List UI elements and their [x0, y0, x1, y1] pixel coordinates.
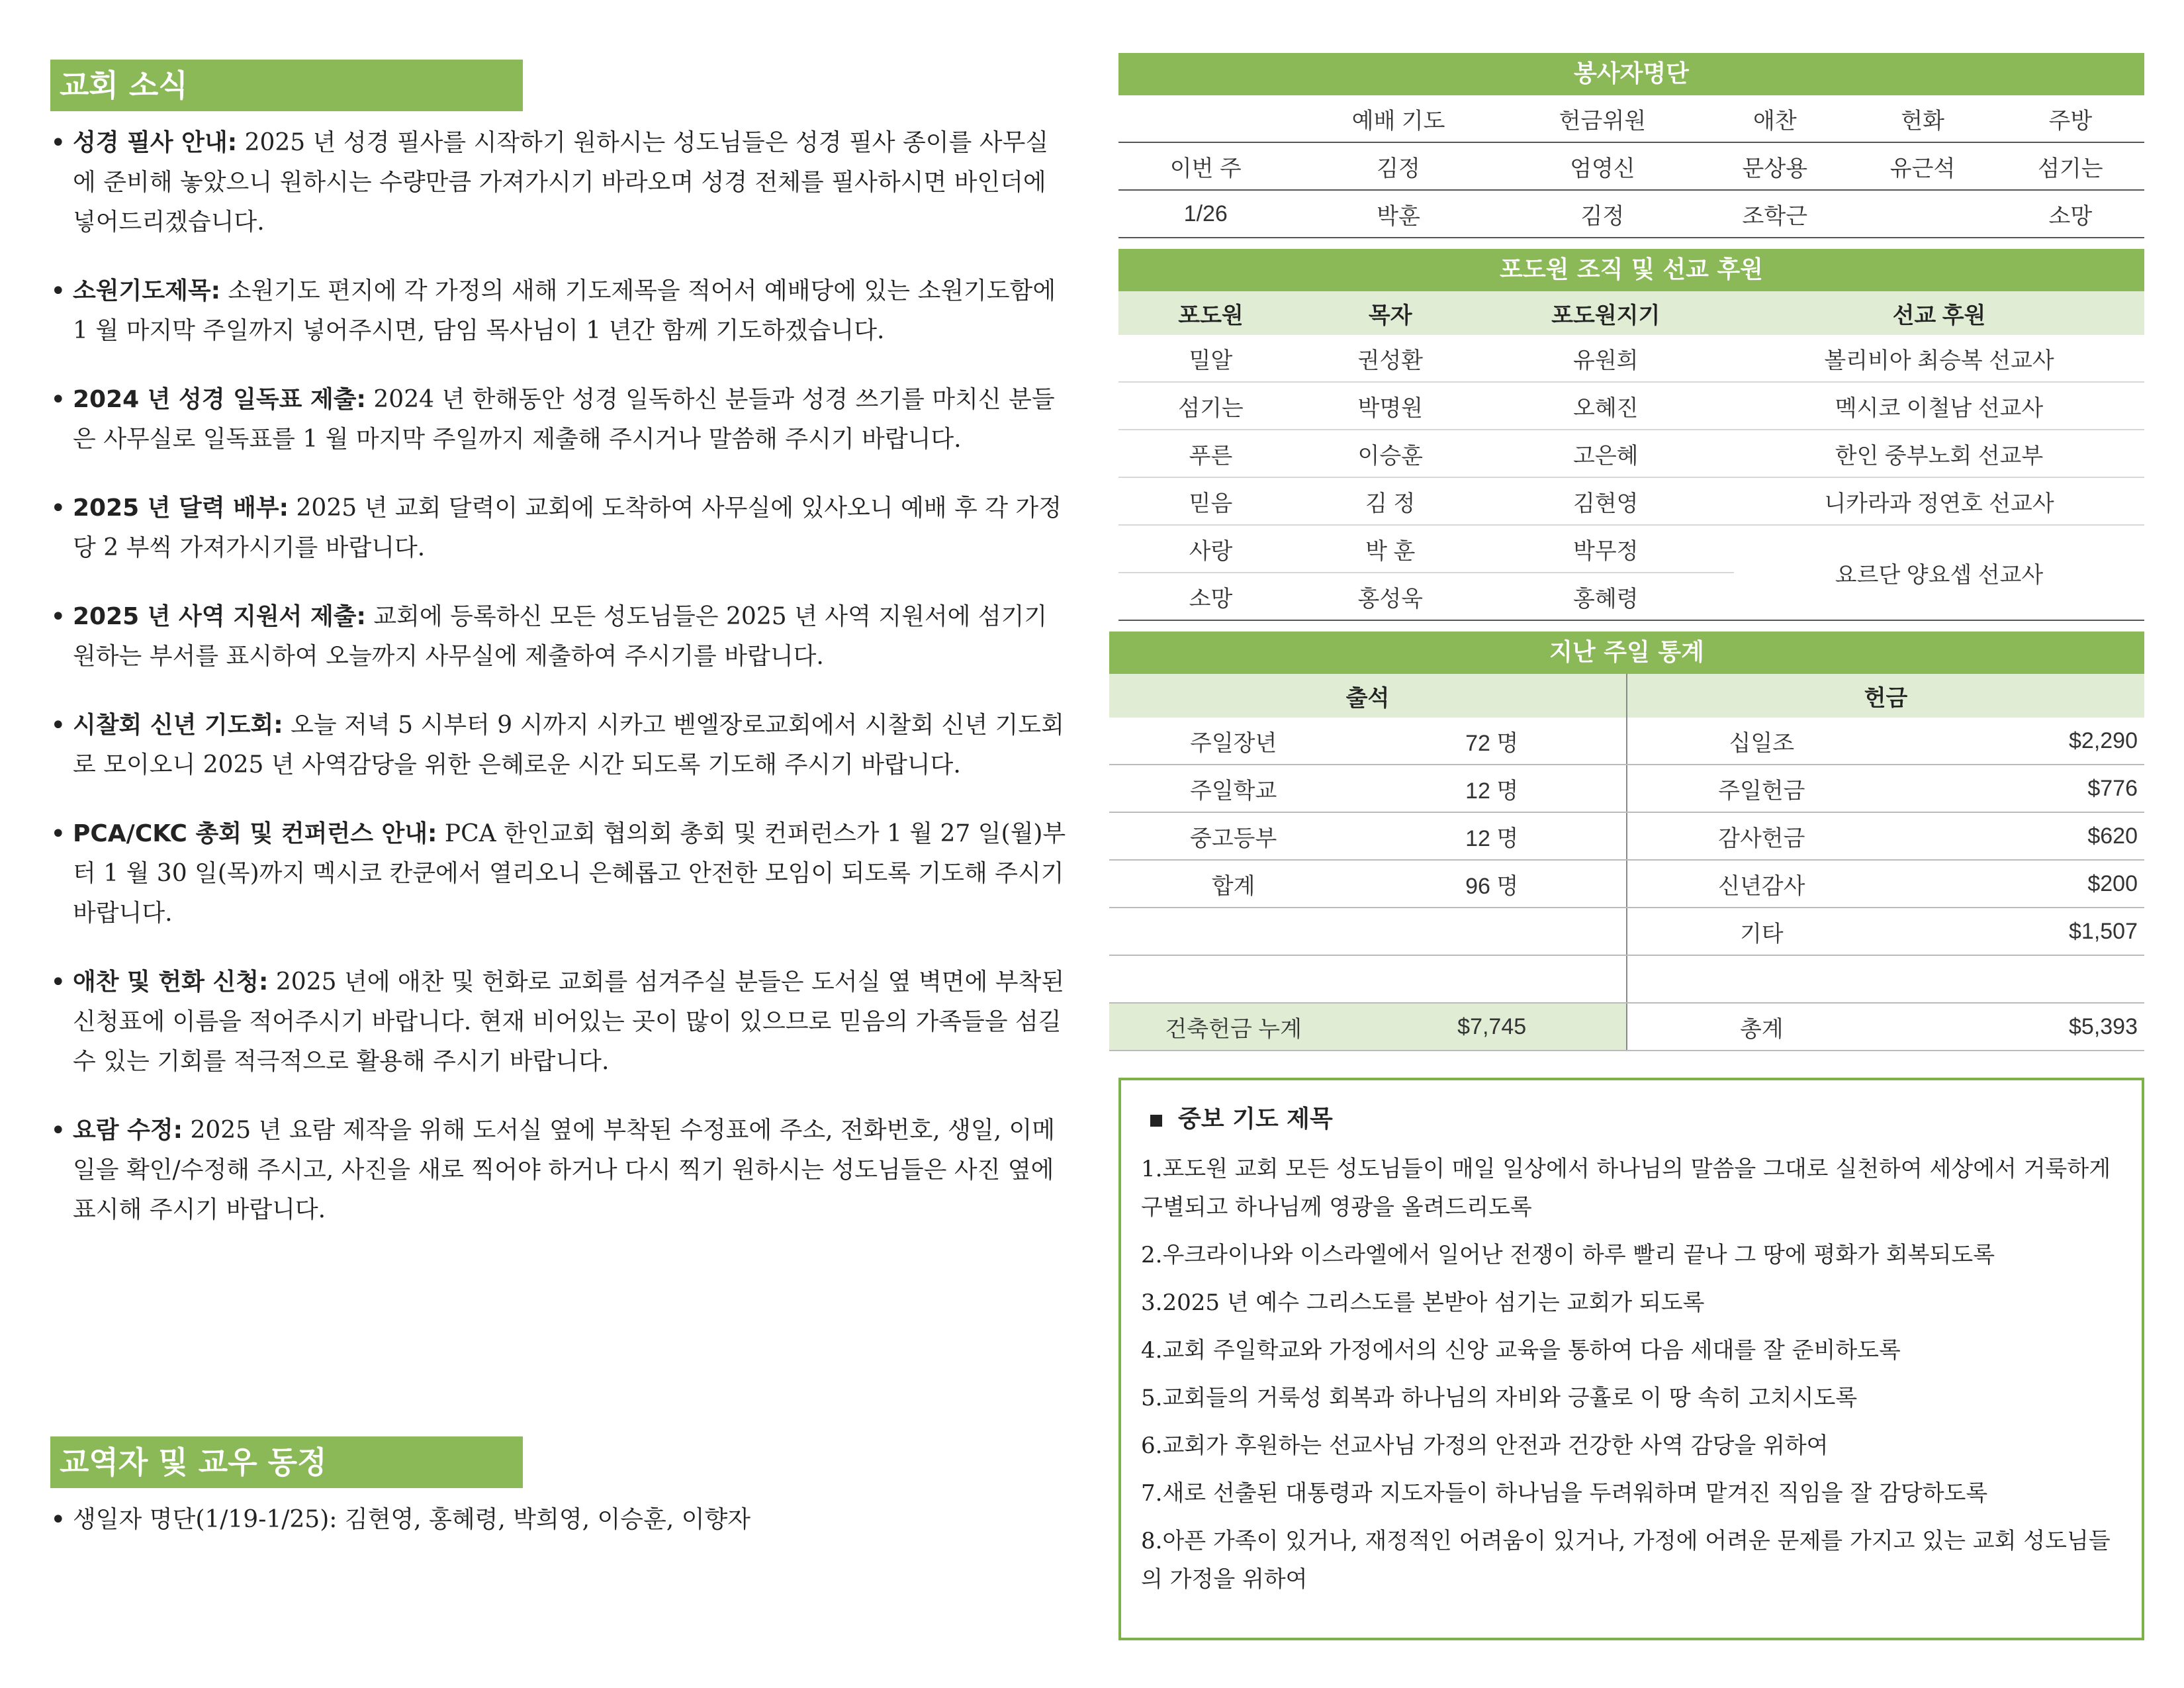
prayer-item: 2.우크라이나와 이스라엘에서 일어난 전쟁이 하루 빨리 끝나 그 땅에 평화가 회복되도록 [1141, 1242, 1995, 1268]
news-item-title: 시찰회 신년 기도회: [73, 712, 283, 739]
table-cell [1357, 908, 1627, 955]
table-cell: 권성환 [1303, 335, 1478, 382]
news-item-title: 요람 수정: [73, 1117, 183, 1144]
news-item [50, 489, 1069, 568]
volunteers-title: 봉사자명단 [1118, 53, 2144, 95]
prayer-item: 7.새로 선출된 대통령과 지도자들이 하나님을 두려워하며 맡겨진 직임을 잘 감당하도록 [1141, 1480, 1988, 1507]
table-cell: 소망 [1118, 573, 1303, 620]
table-cell: 섬기는 [1997, 142, 2144, 190]
news-item-body: 2025 년 요람 제작을 위해 도서실 옆에 부착된 수정표에 주소, 전화번호, 생일, 이메일을 확인/수정해 주시고, 사진을 새로 찍어야 하거나 다시 찍기 원하시는 성도님들은 사진 옆에 표시해 주시기 바랍니다. [73, 1117, 1056, 1223]
vineyard-table [1118, 291, 2144, 621]
news-item [50, 380, 1069, 459]
table-header-row [1118, 95, 2144, 142]
table-row [1118, 335, 2144, 382]
news-item-title: 2025 년 사역 지원서 제출: [73, 603, 366, 630]
table-cell: 섬기는 [1118, 382, 1303, 430]
prayer-item: 5.교회들의 거룩성 회복과 하나님의 자비와 긍휼로 이 땅 속히 고치시도록 [1141, 1385, 1858, 1411]
table-cell [1109, 908, 1357, 955]
table-cell [1627, 955, 1896, 1003]
birthday-list: • 생일자 명단(1/19-1/25): 김현영, 홍혜령, 박희영, 이승훈, 이향자 [50, 1501, 1069, 1538]
table-cell: 십일조 [1627, 718, 1896, 765]
table-cell [1896, 955, 2144, 1003]
news-item [50, 271, 1069, 351]
table-cell: 멕시코 이철남 선교사 [1734, 382, 2144, 430]
vineyard-title: 포도원 조직 및 선교 후원 [1118, 249, 2144, 291]
table-header: 애찬 [1701, 95, 1848, 142]
table-row [1109, 718, 2144, 765]
news-item-title: 2024 년 성경 일독표 제출: [73, 386, 366, 413]
table-header: 목자 [1303, 291, 1478, 335]
table-cell: $200 [1896, 860, 2144, 908]
table-cell [1357, 955, 1627, 1003]
table-cell: 고은혜 [1478, 430, 1735, 477]
table-cell: $776 [1896, 765, 2144, 812]
table-cell: $7,745 [1357, 1003, 1627, 1051]
church-news-list [50, 123, 1069, 1230]
stats-title: 지난 주일 통계 [1109, 632, 2144, 674]
news-item-title: 성경 필사 안내: [73, 129, 238, 156]
table-row [1109, 765, 2144, 812]
news-item-body: PCA 한인교회 협의회 총회 및 컨퍼런스가 1 월 27 일(월)부터 1 월 30 일(목)까지 멕시코 칸쿤에서 열리오니 은혜롭고 안전한 모임이 되도록 기도해 주시기 바랍니다. [73, 820, 1066, 927]
table-cell: 밀알 [1118, 335, 1303, 382]
table-cell: 요르단 양요셉 선교사 [1734, 525, 2144, 620]
table-cell: 72 명 [1357, 718, 1627, 765]
table-cell: 볼리비아 최승복 선교사 [1734, 335, 2144, 382]
table-row [1118, 190, 2144, 238]
table-cell: 엄영신 [1504, 142, 1702, 190]
table-header: 포도원지기 [1478, 291, 1735, 335]
table-cell: 이번 주 [1118, 142, 1293, 190]
right-column [1118, 53, 2144, 1051]
table-row [1118, 382, 2144, 430]
prayer-title-text: 중보 기도 제목 [1178, 1105, 1333, 1133]
news-item-body: 2025 년에 애찬 및 헌화로 교회를 섬겨주실 분들은 도서실 옆 벽면에 부착된 신청표에 이름을 적어주시기 바랍니다. 현재 비어있는 곳이 많이 있으므로 믿음의 가족들을 섬길 수 있는 기회를 적극적으로 활용해 주시기 바랍니다. [73, 968, 1065, 1075]
table-row [1109, 955, 2144, 1003]
table-header-row [1109, 674, 2144, 718]
table-row [1118, 525, 2144, 573]
table-header: 선교 후원 [1734, 291, 2144, 335]
table-header: 헌화 [1848, 95, 1996, 142]
table-cell: 홍성욱 [1303, 573, 1478, 620]
table-cell [1848, 190, 1996, 238]
table-cell: 푸른 [1118, 430, 1303, 477]
table-header-row [1118, 291, 2144, 335]
news-item-body: 교회에 등록하신 모든 성도님들은 2025 년 사역 지원서에 섬기기 원하는 부서를 표시하여 오늘까지 사무실에 제출하여 주시기를 바랍니다. [73, 603, 1048, 670]
table-cell: 김정 [1293, 142, 1504, 190]
table-cell: $620 [1896, 812, 2144, 860]
table-row [1109, 812, 2144, 860]
prayer-item: 6.교회가 후원하는 선교사님 가정의 안전과 건강한 사역 감당을 위하여 [1141, 1432, 1829, 1459]
table-cell: 김현영 [1478, 477, 1735, 525]
staff-news-title: 교역자 및 교우 동정 [50, 1436, 523, 1488]
table-cell: 홍혜령 [1478, 573, 1735, 620]
table-cell: 사랑 [1118, 525, 1303, 573]
news-item [50, 962, 1069, 1082]
table-cell: $1,507 [1896, 908, 2144, 955]
table-header: 헌금위원 [1504, 95, 1702, 142]
table-cell: 감사헌금 [1627, 812, 1896, 860]
table-row [1118, 477, 2144, 525]
table-cell: 이승훈 [1303, 430, 1478, 477]
table-cell: 유원희 [1478, 335, 1735, 382]
news-item [50, 1111, 1069, 1230]
news-item-title: 소원기도제목: [73, 277, 221, 305]
news-item [50, 123, 1069, 242]
volunteers-table [1118, 95, 2144, 238]
table-cell: 박훈 [1293, 190, 1504, 238]
table-cell: $5,393 [1896, 1003, 2144, 1051]
news-item [50, 706, 1069, 785]
table-header: 예배 기도 [1293, 95, 1504, 142]
table-row [1118, 430, 2144, 477]
table-cell: 총계 [1627, 1003, 1896, 1051]
church-news-title: 교회 소식 [50, 60, 523, 111]
table-cell: 96 명 [1357, 860, 1627, 908]
vineyard-section [1118, 249, 2144, 621]
church-news-section [50, 60, 1069, 1259]
attendance-header: 출석 [1109, 674, 1627, 718]
table-row [1118, 142, 2144, 190]
prayer-item: 3.2025 년 예수 그리스도를 본받아 섬기는 교회가 되도록 [1141, 1289, 1705, 1316]
table-cell: 중고등부 [1109, 812, 1357, 860]
stats-table [1109, 674, 2144, 1051]
prayer-item: 8.아픈 가족이 있거나, 재정적인 어려움이 있거나, 가정에 어려운 문제를 가지고 있는 교회 성도님들의 가정을 위하여 [1141, 1528, 2111, 1593]
table-cell: 유근석 [1848, 142, 1996, 190]
table-cell: 니카라과 정연호 선교사 [1734, 477, 2144, 525]
news-item-title: PCA/CKC 총회 및 컨퍼런스 안내: [73, 820, 437, 847]
table-cell: 주일학교 [1109, 765, 1357, 812]
table-cell: 김 정 [1303, 477, 1478, 525]
prayer-item: 4.교회 주일학교와 가정에서의 신앙 교육을 통하여 다음 세대를 잘 준비하도록 [1141, 1337, 1901, 1364]
table-cell: 문상용 [1701, 142, 1848, 190]
table-cell: 건축헌금 누계 [1109, 1003, 1357, 1051]
staff-news-section [50, 1436, 1069, 1538]
news-item [50, 814, 1069, 933]
table-cell: 믿음 [1118, 477, 1303, 525]
volunteers-section [1118, 53, 2144, 238]
table-cell: 김정 [1504, 190, 1702, 238]
table-cell: 주일장년 [1109, 718, 1357, 765]
news-item-body: 소원기도 편지에 각 가정의 새해 기도제목을 적어서 예배당에 있는 소원기도함에 1 월 마지막 주일까지 넣어주시면, 담임 목사님이 1 년간 함께 기도하겠습니다. [73, 277, 1056, 344]
table-cell: 12 명 [1357, 812, 1627, 860]
table-cell: 1/26 [1118, 190, 1293, 238]
table-cell: 12 명 [1357, 765, 1627, 812]
prayer-title [1150, 1100, 2122, 1134]
stats-section [1109, 632, 2144, 1051]
table-row [1109, 908, 2144, 955]
news-item-title: 2025 년 달력 배부: [73, 494, 289, 522]
table-header: 주방 [1997, 95, 2144, 142]
table-cell: 주일헌금 [1627, 765, 1896, 812]
news-item-title: 애찬 및 헌화 신청: [73, 968, 269, 996]
table-cell: 소망 [1997, 190, 2144, 238]
table-cell: 박무정 [1478, 525, 1735, 573]
news-item-body: 2024 년 한해동안 성경 일독하신 분들과 성경 쓰기를 마치신 분들은 사무실로 일독표를 1 월 마지막 주일까지 제출해 주시거나 말씀해 주시기 바랍니다. [73, 386, 1055, 453]
table-header [1118, 95, 1293, 142]
table-cell: 박 훈 [1303, 525, 1478, 573]
table-cell: 합계 [1109, 860, 1357, 908]
square-bullet-icon [1150, 1115, 1162, 1127]
news-item-body: 오늘 저녁 5 시부터 9 시까지 시카고 벧엘장로교회에서 시찰회 신년 기도회로 모이오니 2025 년 사역감당을 위한 은혜로운 시간 되도록 기도해 주시기 바랍니다. [73, 712, 1064, 778]
news-item-body: 2025 년 성경 필사를 시작하기 원하시는 성도님들은 성경 필사 종이를 사무실에 준비해 놓았으니 원하시는 수량만큼 가져가시기 바라오며 성경 전체를 필사하시면 바인더에 넣어드리겠습니다. [73, 129, 1049, 236]
table-cell: 기타 [1627, 908, 1896, 955]
table-cell: 한인 중부노회 선교부 [1734, 430, 2144, 477]
news-item-body: 2025 년 교회 달력이 교회에 도착하여 사무실에 있사오니 예배 후 각 가정 당 2 부씩 가져가시기를 바랍니다. [73, 494, 1062, 561]
table-cell: 조학근 [1701, 190, 1848, 238]
news-item [50, 597, 1069, 677]
offering-header: 헌금 [1627, 674, 2144, 718]
prayer-item: 1.포도원 교회 모든 성도님들이 매일 일상에서 하나님의 말씀을 그대로 실천하여 세상에서 거룩하게 구별되고 하나님께 영광을 올려드리도록 [1141, 1156, 2111, 1221]
table-row [1109, 860, 2144, 908]
table-header: 포도원 [1118, 291, 1303, 335]
prayer-box [1118, 1078, 2144, 1640]
table-row [1109, 1003, 2144, 1051]
table-cell [1109, 955, 1357, 1003]
table-cell: 박명원 [1303, 382, 1478, 430]
table-cell: $2,290 [1896, 718, 2144, 765]
table-cell: 오혜진 [1478, 382, 1735, 430]
table-cell: 신년감사 [1627, 860, 1896, 908]
